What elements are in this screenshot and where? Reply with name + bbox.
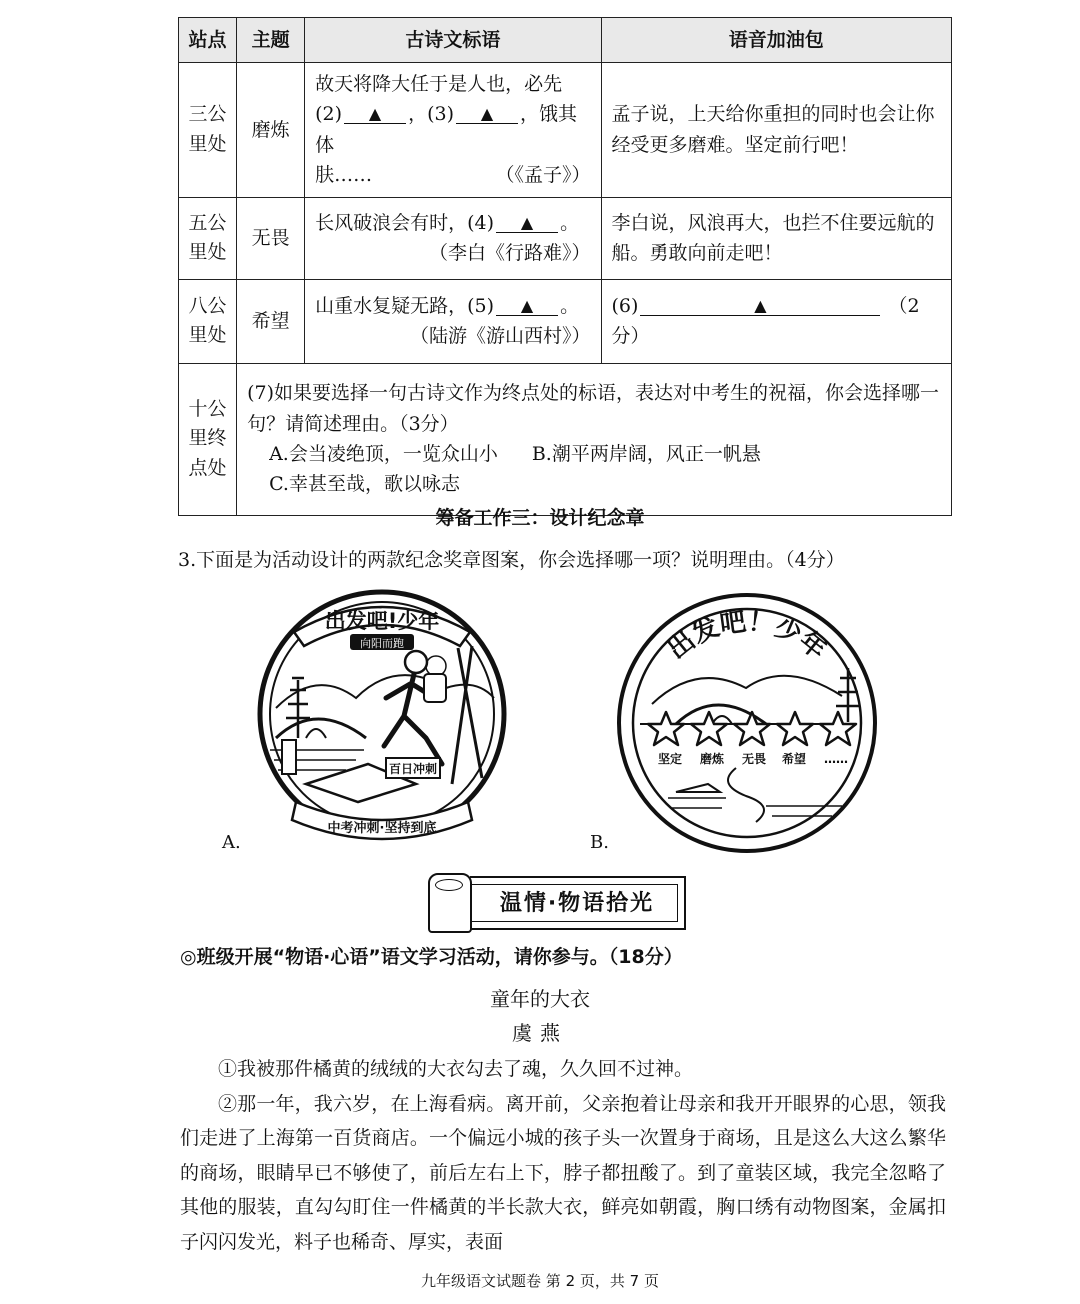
article-body (180, 1052, 946, 1260)
paragraph-1: ①我被那件橘黄的绒绒的大衣勾去了魂，久久回不过神。 (218, 1058, 694, 1080)
slogan-source: （陆游《游山西村》） (410, 325, 591, 348)
activity-instruction: ◎班级开展“物语·心语”语文学习活动，请你参与。（18分） (180, 946, 683, 968)
slogan-text: 肤…… (315, 164, 373, 187)
site-cell (179, 279, 237, 363)
theme-cell: 希望 (237, 279, 305, 363)
triangle-icon: ▲ (368, 104, 382, 124)
medal-b-label: B. (590, 832, 609, 853)
medal-b-word: 磨炼 (699, 752, 725, 766)
answer-blank-6[interactable] (640, 296, 880, 316)
medal-b-word: 坚定 (657, 752, 683, 766)
medal-b-top-text: 出发吧！少年 (662, 606, 832, 666)
slogan-line: 故天将降大任于是人也，必先 (315, 73, 563, 95)
voice-cell: 孟子说，上天给你重担的同时也会让你经受更多磨难。坚定前行吧！ (601, 63, 951, 198)
medal-b-word: …… (824, 752, 848, 766)
option-b: B.潮平两岸阔，风正一帆悬 (531, 443, 761, 466)
medal-a-bottom-text: 中考冲刺·坚持到底 (327, 821, 437, 836)
table-row (179, 63, 952, 198)
voice-cell (601, 279, 951, 363)
section-banner (426, 873, 688, 933)
paragraph-2: ②那一年，我六岁，在上海看病。离开前，父亲抱着让母亲和我开开眼界的心思，领我们走进了上海第一百货商店。一个偏远小城的孩子头一次置身于商场，且是这么大这么繁华的商场，眼睛早已不够使了，前后左右上下，脖子都扭酸了。到了童装区域，我完全忽略了其他的服装，直勾勾盯住一件橘黄的半长款大衣，鲜亮如朝霞，胸口绣有动物图案，金属扣子闪闪发光，料子也稀奇、厚实，表面 (180, 1092, 946, 1253)
section-title: 筹备工作三：设计纪念章 (435, 507, 645, 529)
table-row (179, 279, 952, 363)
slogan-text: 山重水复疑无路，(5) (315, 294, 495, 317)
voice-cell: 李白说，风浪再大，也拦不住要远航的船。勇敢向前走吧！ (601, 197, 951, 279)
question-7-cell (237, 363, 952, 515)
slogan-text: 。 (560, 211, 580, 234)
answer-blank-3[interactable] (456, 104, 518, 124)
slogan-text: ，饿其体 (315, 103, 577, 156)
question-7-options (247, 469, 941, 499)
medal-a (246, 588, 518, 850)
table-header-row (179, 18, 952, 63)
table-row (179, 197, 952, 279)
question-7-options (247, 439, 941, 469)
page-footer: 九年级语文试题卷 第 2 页，共 7 页 (421, 1272, 659, 1290)
triangle-icon: ▲ (520, 295, 534, 315)
medal-a-graphic (246, 588, 518, 850)
answer-blank-2[interactable] (344, 104, 406, 124)
medal-b-word: 无畏 (741, 752, 767, 766)
slogan-source: （《孟子》） (495, 164, 591, 187)
table-row (179, 363, 952, 515)
medal-b-graphic (616, 592, 878, 854)
slogan-line (315, 160, 590, 190)
triangle-icon: ▲ (520, 212, 534, 232)
option-a: A.会当凌绝顶，一览众山小 (269, 443, 498, 466)
site-cell (179, 363, 237, 515)
triangle-icon: ▲ (754, 295, 767, 315)
site-8km: 八公里处 (188, 294, 227, 347)
scroll-icon (428, 873, 472, 933)
site-3km: 三公里处 (188, 103, 227, 155)
medal-a-book-text: 百日冲刺 (388, 762, 438, 776)
header-voice: 语音加油包 (601, 18, 951, 63)
answer-blank-4[interactable] (496, 213, 558, 233)
triangle-icon: ▲ (480, 104, 494, 124)
slogan-source: （李白《行路难》） (429, 242, 591, 265)
site-5km: 五公里处 (188, 211, 227, 264)
slogan-line (315, 99, 590, 160)
medal-b (616, 592, 878, 854)
theme-cell: 无畏 (237, 197, 305, 279)
medal-a-ribbon-text: 向阳而跑 (360, 637, 404, 650)
banner-title: 温情·物语拾光 (499, 891, 655, 916)
option-c: C.幸甚至哉，歌以咏志 (269, 473, 460, 496)
question-7-text: (7)如果要选择一句古诗文作为终点处的标语，表达对中考生的祝福，你会选择哪一句？请简述理由。（3分） (247, 382, 939, 435)
header-site: 站点 (179, 18, 237, 63)
slogan-cell (305, 279, 601, 363)
site-finish: 十公里终点处 (188, 397, 227, 479)
blank-number: (6) (611, 294, 639, 317)
blank-number: ，(3) (408, 103, 454, 126)
header-slogan: 古诗文标语 (305, 18, 601, 63)
slogan-text: 长风破浪会有时，(4) (315, 211, 495, 234)
article-author: 虞燕 (512, 1021, 568, 1045)
article-title: 童年的大衣 (490, 987, 590, 1011)
site-cell (179, 63, 237, 198)
answer-blank-5[interactable] (496, 296, 558, 316)
station-table (178, 17, 952, 516)
slogan-line (315, 208, 590, 238)
question-3: 3.下面是为活动设计的两款纪念奖章图案，你会选择哪一项？说明理由。（4分） (178, 549, 845, 571)
score-label: （2分） (611, 294, 920, 348)
slogan-text: 。 (560, 294, 580, 317)
slogan-cell (305, 197, 601, 279)
header-theme: 主题 (237, 18, 305, 63)
theme-cell: 磨炼 (237, 63, 305, 198)
medal-a-label: A. (222, 832, 241, 853)
slogan-line (315, 291, 590, 321)
site-cell (179, 197, 237, 279)
medal-a-top-text: 出发吧!少年 (324, 609, 440, 633)
blank-number: (2) (315, 103, 343, 126)
medal-b-word: 希望 (781, 752, 807, 766)
slogan-cell (305, 63, 601, 198)
